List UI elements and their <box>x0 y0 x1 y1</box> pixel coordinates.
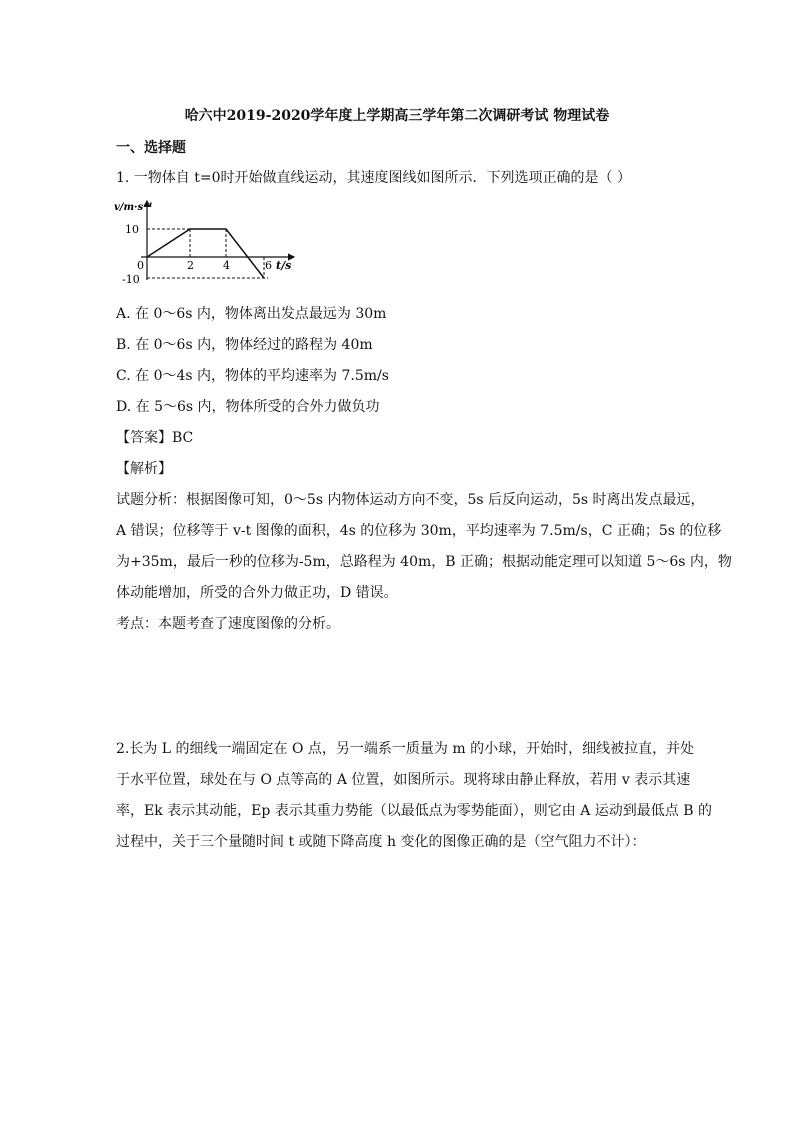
page-title: 哈六中2019-2020学年度上学期高三学年第二次调研考试 物理试卷 <box>184 108 610 124</box>
x-tick-4: 4 <box>223 259 230 272</box>
question-2-line-2: 于水平位置，球处在与 O 点等高的 A 位置，如图所示。现将球由静止释放，若用 v 表示其速 <box>116 772 691 788</box>
option-a: A. 在 0～6s 内，物体离出发点最远为 30m <box>116 306 387 322</box>
origin-label: 0 <box>137 259 144 272</box>
analysis-line-3: 为+35m，最后一秒的位移为-5m，总路程为 40m，B 正确；根据动能定理可以知道 5～6s 内，物 <box>116 554 732 570</box>
y-axis-label: v/m·s⁻¹ <box>114 202 153 213</box>
y-tick-10: 10 <box>125 223 139 236</box>
analysis-line-1: 试题分析：根据图像可知，0～5s 内物体运动方向不变，5s 后反向运动，5s 时离出发点最远， <box>116 492 705 508</box>
velocity-line <box>147 229 264 278</box>
analysis-line-4: 体动能增加，所受的合外力做正功，D 错误。 <box>116 585 398 601</box>
answer: 【答案】BC <box>116 430 194 446</box>
x-tick-6: 6 <box>265 259 272 272</box>
section-heading: 一、选择题 <box>116 140 186 156</box>
x-axis-label: t/s <box>276 259 292 272</box>
question-2-line-1: 2.长为 L 的细线一端固定在 O 点，另一端系一质量为 m 的小球，开始时，细线被拉直，并处 <box>116 741 695 757</box>
kaodian-note: 考点：本题考查了速度图像的分析。 <box>116 616 340 632</box>
question-2-line-3: 率，Ek 表示其动能，Ep 表示其重力势能（以最低点为零势能面），则它由 A 运动到最低点 B 的 <box>116 803 712 819</box>
option-d: D. 在 5～6s 内，物体所受的合外力做负功 <box>116 399 380 415</box>
analysis-line-2: A 错误；位移等于 v-t 图像的面积，4s 的位移为 30m，平均速率为 7.5m/s，C 正确；5s 的位移 <box>116 523 722 539</box>
x-tick-2: 2 <box>187 259 194 272</box>
option-b: B. 在 0～6s 内，物体经过的路程为 40m <box>116 337 373 353</box>
question-1-stem: 1. 一物体自 t=0时开始做直线运动，其速度图线如图所示．下列选项正确的是（ ） <box>116 170 631 186</box>
y-tick-neg10: -10 <box>122 273 140 286</box>
option-c: C. 在 0～4s 内，物体的平均速率为 7.5m/s <box>116 368 389 384</box>
question-2-line-4: 过程中，关于三个量随时间 t 或随下降高度 h 变化的图像正确的是（空气阻力不计）： <box>116 834 646 850</box>
analysis-heading: 【解析】 <box>116 461 172 477</box>
velocity-time-graph <box>108 195 308 290</box>
